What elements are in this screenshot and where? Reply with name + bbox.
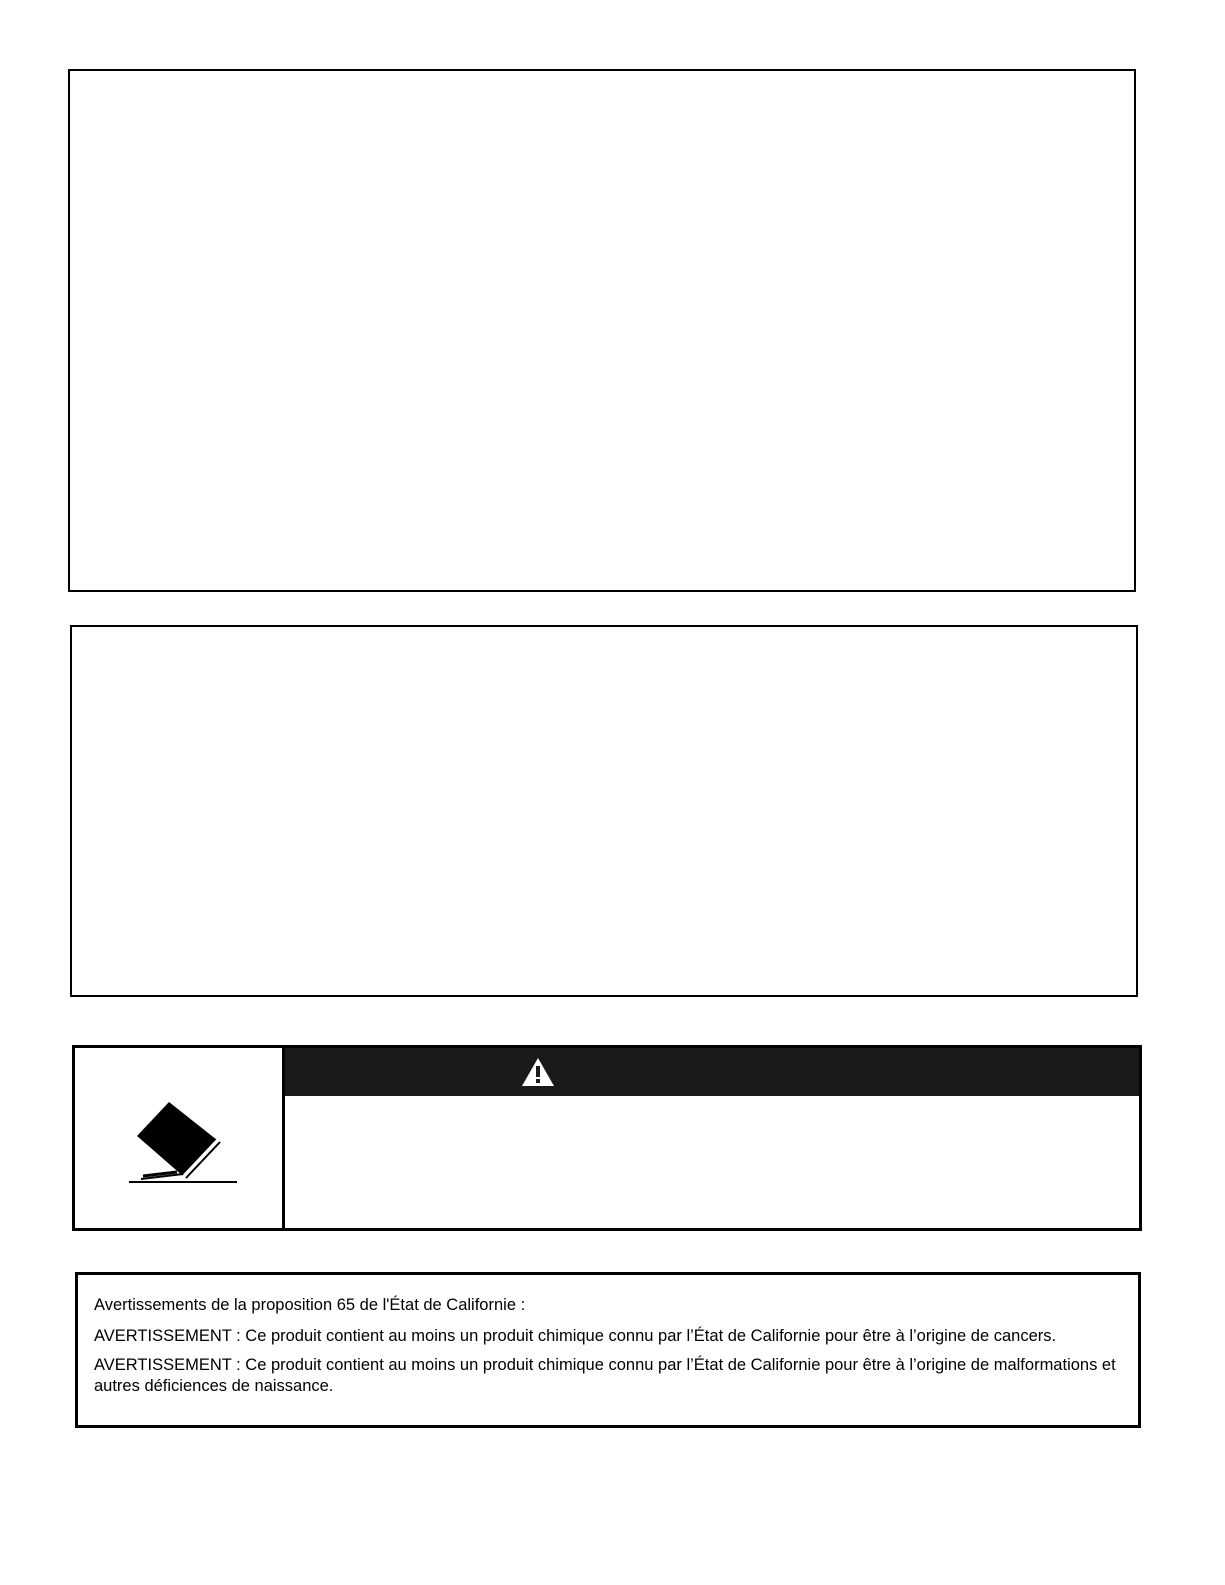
- tip-over-hazard-icon: [125, 1096, 237, 1186]
- prop65-cancer-warning: AVERTISSEMENT : Ce produit contient au moins un produit chimique connu par l’État de Californie pour être à l’origine de cancers.: [94, 1327, 1057, 1345]
- empty-content-box-middle: [70, 625, 1138, 997]
- warning-header-bar: [285, 1048, 1139, 1096]
- prop65-notice-box: [75, 1272, 1141, 1428]
- empty-content-box-top: [68, 69, 1136, 592]
- prop65-title: Avertissements de la proposition 65 de l'État de Californie :: [94, 1296, 526, 1314]
- tip-over-warning-box: [72, 1045, 1142, 1231]
- warning-icon-panel: [75, 1048, 285, 1228]
- prop65-birth-defect-warning: AVERTISSEMENT : Ce produit contient au moins un produit chimique connu par l’État de Californie pour être à l’origine de malformations et autres déficiences de naissance.: [94, 1356, 1116, 1395]
- warning-triangle-icon: [521, 1057, 555, 1087]
